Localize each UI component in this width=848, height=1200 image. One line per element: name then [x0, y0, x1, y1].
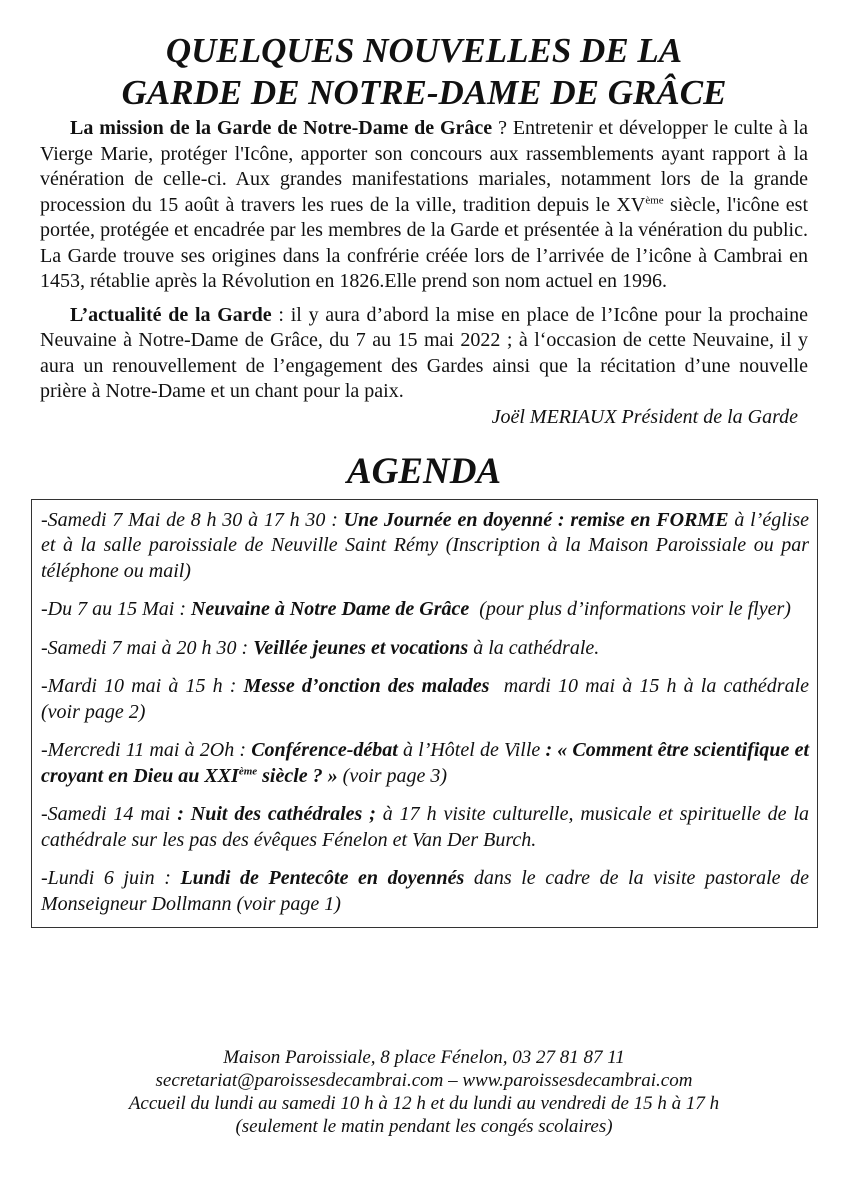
agenda-item-veillee: [41, 636, 809, 662]
agenda-superscript: ème: [238, 764, 258, 777]
agenda-event-title-end: siècle ? »: [257, 764, 338, 787]
agenda-page-ref: (voir page 3): [337, 764, 448, 787]
agenda-details: à l’église et à la salle paroissiale de Neuville Saint Rémy (Inscription à la Maison Paroissiale ou par téléphone ou mail): [41, 508, 809, 582]
agenda-date: -Samedi 14 mai: [41, 803, 171, 825]
agenda-item-journee-doyenne: [41, 508, 809, 585]
agenda-details: à 17 h visite culturelle, musicale et spirituelle de la cathédrale sur les pas des évêques Fénelon et Van Der Burch.: [41, 803, 809, 851]
agenda-date: -Samedi 7 mai à 20 h 30 :: [41, 636, 254, 659]
agenda-event: Veillée jeunes et vocations: [253, 636, 469, 659]
agenda-details: à l’Hôtel de Ville: [397, 739, 546, 761]
agenda-details: (pour plus d’informations voir le flyer): [469, 598, 791, 620]
agenda-event: Conférence-débat: [251, 739, 398, 761]
agenda-item-messe-malades: [41, 674, 815, 725]
agenda-event: Messe d’onction des malades: [243, 675, 490, 697]
agenda-date: -Samedi 7 Mai de 8 h 30 à 17 h 30 :: [41, 508, 344, 531]
mission-superscript: ème: [645, 193, 664, 206]
agenda-event: Lundi de Pentecôte en doyennés: [180, 867, 465, 889]
agenda-item-neuvaine: [41, 597, 809, 623]
agenda-date: -Du 7 au 15 Mai :: [41, 598, 191, 620]
actualite-paragraph: [40, 303, 808, 405]
footer-contact-links: secretariat@paroissesdecambrai.com – www.paroissesdecambrai.com: [155, 1070, 693, 1091]
agenda-details: dans le cadre de la visite pastorale de Monseigneur Dollmann (voir page 1): [41, 867, 809, 915]
actualite-text: : il y aura d’abord la mise en place de l’Icône pour la prochaine Neuvaine à Notre-Dame de Grâce, du 7 au 15 mai 2022 ; à l‘occasion de cette Neuvaine, il y aura un renouvellement de l’engagement des Gardes ainsi que la récitation d’une nouvelle prière à Notre-Dame et un chant pour la paix.: [40, 303, 808, 402]
agenda-details: mardi 10 mai à 15 h à la cathédrale (voir page 2): [41, 675, 815, 723]
document-page: [40, 30, 815, 928]
mission-lead: La mission de la Garde de Notre-Dame de Grâce: [70, 117, 493, 139]
page-title: [40, 30, 808, 114]
agenda-title: AGENDA: [346, 450, 502, 492]
agenda-event: Neuvaine à Notre Dame de Grâce: [190, 598, 470, 620]
agenda-date: -Mercredi 11 mai à 2Oh :: [41, 739, 252, 761]
agenda-box: [31, 499, 818, 929]
agenda-item-conference: [41, 738, 809, 789]
footer-address: Maison Paroissiale, 8 place Fénelon, 03 27 81 87 11: [223, 1047, 625, 1068]
title-line-1: QUELQUES NOUVELLES DE LA: [165, 31, 683, 70]
agenda-event: : Nuit des cathédrales ;: [170, 803, 376, 825]
agenda-item-pentecote: [41, 866, 809, 917]
agenda-item-nuit-cathedrales: [41, 802, 809, 853]
agenda-details: à la cathédrale.: [468, 636, 600, 659]
agenda-event: Une Journée en doyenné : remise en FORME: [343, 508, 729, 531]
agenda-date: -Lundi 6 juin :: [41, 867, 181, 889]
agenda-date: -Mardi 10 mai à 15 h :: [41, 675, 244, 697]
title-line-2: GARDE DE NOTRE-DAME DE GRÂCE: [121, 73, 727, 112]
signature: Joël MERIAUX Président de la Garde: [491, 405, 798, 428]
contact-footer: [0, 1046, 848, 1138]
actualite-lead: L’actualité de la Garde: [70, 303, 272, 326]
footer-opening-hours: Accueil du lundi au samedi 10 h à 12 h et du lundi au vendredi de 15 h à 17 h: [128, 1093, 720, 1114]
footer-holiday-note: (seulement le matin pendant les congés scolaires): [235, 1116, 613, 1137]
agenda-event-title: : « Comment être scientifique et croyant en Dieu au XXI: [41, 739, 810, 787]
mission-text-b: siècle, l'icône est portée, protégée et encadrée par les membres de la Garde et présentée à la vénération du public. La Garde trouve ses origines dans la confrérie créée lors de l’arrivée de l’icône à Cambrai en 1453, rétablie après la Révolution en 1826.Elle prend son nom actuel en 1996.: [40, 193, 808, 292]
mission-paragraph: [40, 116, 808, 295]
mission-text-a: ? Entretenir et développer le culte à la Vierge Marie, protéger l'Icône, apporter son concours aux rassemblements ayant rapport à la vénération de celle-ci. Aux grandes manifestations mariales, notamment lors de la grande procession du 15 août à travers les rues de la ville, tradition depuis le XV: [40, 117, 808, 216]
